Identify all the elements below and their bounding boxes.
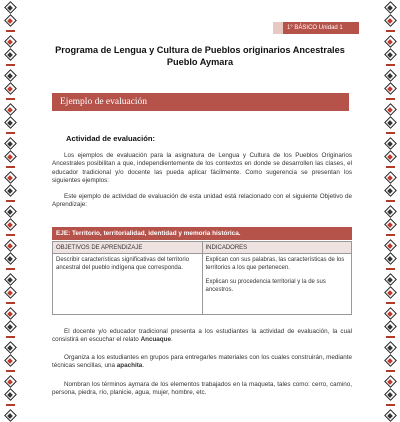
section-title: Ejemplo de evaluación (52, 93, 349, 111)
table-header-row (53, 242, 352, 254)
border-motif (5, 70, 16, 81)
border-motif (385, 83, 396, 94)
border-motif (385, 308, 396, 319)
border-motif (385, 355, 396, 366)
border-motif (5, 266, 16, 272)
border-motif (5, 83, 16, 94)
border-motif (385, 321, 396, 332)
eje-header: EJE: Territorio, territorialidad, identidad y memoria histórica. (52, 227, 352, 240)
border-motif (5, 138, 16, 149)
border-motif (385, 287, 396, 298)
border-motif (385, 70, 396, 81)
paragraph-groups-text: Organiza a los estudiantes en grupos para entregarles materiales con los cuales construirán, mediante técnicas sencillas, una (52, 354, 352, 370)
border-motif (385, 240, 396, 251)
border-motif (385, 49, 396, 60)
border-motif (385, 334, 396, 340)
border-motif (385, 2, 396, 13)
border-motif (385, 62, 396, 68)
border-motif (5, 172, 16, 183)
border-motif (385, 172, 396, 183)
border-motif (5, 321, 16, 332)
border-motif (385, 342, 396, 353)
badge-tab (273, 22, 283, 34)
border-motif (5, 389, 16, 400)
border-motif (5, 334, 16, 340)
border-motif (385, 138, 396, 149)
border-motif (385, 96, 396, 102)
border-motif (385, 402, 396, 408)
border-motif (385, 28, 396, 34)
paragraph-groups: Organiza a los estudiantes en grupos para entregarles materiales con los cuales construirán, mediante técnicas sencillas, una apachita. (52, 354, 352, 370)
border-motif (5, 28, 16, 34)
border-motif (385, 185, 396, 196)
border-motif (5, 49, 16, 60)
indicators-cell (202, 254, 352, 315)
column-header-indicators: INDICADORES (202, 242, 352, 254)
paragraph-objective: Este ejemplo de actividad de evaluación de esta unidad está relacionado con el siguiente Objetivo de Aprendizaje: (52, 193, 352, 209)
border-motif (385, 376, 396, 387)
border-motif (385, 389, 396, 400)
indicator-1: Explican con sus palabras, las características de los territorios a los que pertenecen. (205, 257, 345, 271)
border-motif (385, 232, 396, 238)
paragraph-activity-text: El docente y/o educador tradicional presenta a los estudiantes la actividad de evaluación, la cual consistirá en escuchar el relato (52, 328, 352, 344)
paragraph-intro: Los ejemplos de evaluación para la asignatura de Lengua y Cultura de los Pueblos Originarios Ancestrales posibilitan a que, independientemente de los contextos en donde se desarrollen las clases, el educador tradicional y/o docente las pueda aplicar fácilmente. Como sugerencia se presentan los siguientes ejemplos: (52, 152, 352, 184)
border-motif (5, 219, 16, 230)
border-motif (385, 36, 396, 47)
border-motif (5, 402, 16, 408)
border-motif (5, 376, 16, 387)
paragraph-activity: El docente y/o educador tradicional presenta a los estudiantes la actividad de evaluación, la cual consistirá en escuchar el relato Ancuaque. (52, 328, 352, 344)
border-motif (385, 130, 396, 136)
border-motif (5, 104, 16, 115)
border-motif (5, 206, 16, 217)
border-motif (5, 300, 16, 306)
border-motif (5, 151, 16, 162)
aymara-border-left (2, 0, 18, 400)
paragraph-terms: Nombran los términos aymara de los elementos trabajados en la maqueta, tales como: cerro, camino, persona, piedra, río, planicie, agua, mujer, hombre, etc. (52, 381, 352, 397)
border-motif (385, 266, 396, 272)
border-motif (385, 410, 396, 421)
border-motif (5, 164, 16, 170)
border-motif (5, 15, 16, 26)
border-motif (5, 117, 16, 128)
border-motif (5, 36, 16, 47)
border-motif (5, 130, 16, 136)
border-motif (385, 219, 396, 230)
border-motif (5, 410, 16, 421)
indicator-2: Explican su procedencia territorial y la de sus ancestros. (205, 279, 326, 293)
border-motif (385, 253, 396, 264)
border-motif (5, 96, 16, 102)
border-motif (5, 185, 16, 196)
program-title-line2: Pueblo Aymara (166, 57, 234, 67)
border-motif (5, 287, 16, 298)
objective-text: Describir características significativas del territorio ancestral del pueblo indígena que corresponda. (56, 257, 190, 271)
border-motif (5, 253, 16, 264)
border-motif (385, 104, 396, 115)
program-title-line1: Programa de Lengua y Cultura de Pueblos originarios Ancestrales (55, 45, 345, 55)
border-motif (5, 232, 16, 238)
table-row (53, 254, 352, 315)
border-motif (5, 62, 16, 68)
aymara-border-right (382, 0, 398, 400)
border-motif (385, 164, 396, 170)
objective-cell (53, 254, 203, 315)
activity-heading: Actividad de evaluación: (66, 134, 156, 143)
border-motif (385, 300, 396, 306)
border-motif (5, 308, 16, 319)
border-motif (5, 2, 16, 13)
border-motif (385, 198, 396, 204)
story-name: Ancuaque (140, 336, 172, 344)
border-motif (5, 342, 16, 353)
objectives-table (52, 241, 352, 315)
grade-unit-badge: 1° BÁSICO Unidad 1 (283, 22, 359, 34)
border-motif (385, 206, 396, 217)
border-motif (5, 198, 16, 204)
border-motif (5, 355, 16, 366)
border-motif (385, 151, 396, 162)
border-motif (385, 117, 396, 128)
border-motif (5, 274, 16, 285)
border-motif (385, 15, 396, 26)
border-motif (385, 274, 396, 285)
border-motif (5, 240, 16, 251)
column-header-objectives: OBJETIVOS DE APRENDIZAJE (53, 242, 203, 254)
apachita-term: apachita (116, 362, 143, 370)
border-motif (5, 368, 16, 374)
border-motif (385, 368, 396, 374)
program-title (30, 44, 370, 68)
